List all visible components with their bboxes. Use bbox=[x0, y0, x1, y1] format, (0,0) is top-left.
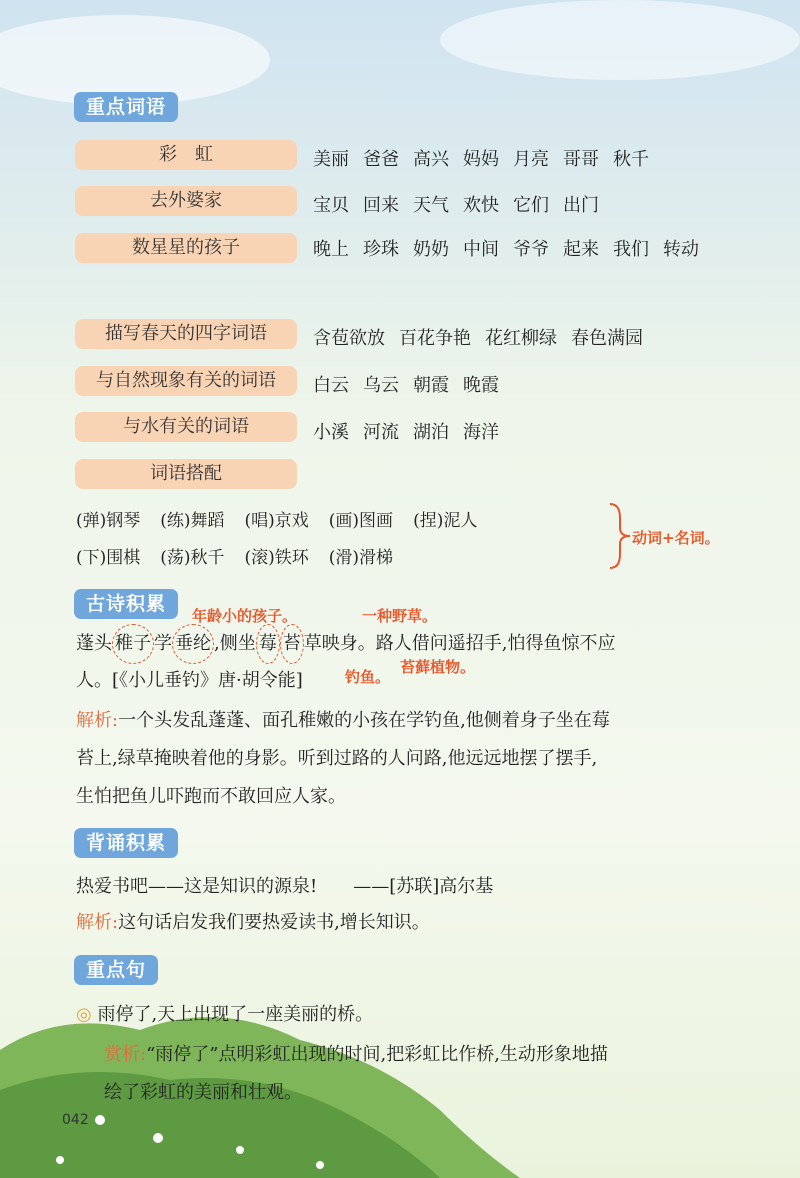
recite-quote: 热爱书吧——这是知识的源泉! ——[苏联]高尔基 bbox=[76, 876, 494, 897]
word: 晚上 bbox=[313, 239, 349, 260]
analysis-text: 这句话启发我们要热爱读书,增长知识。 bbox=[118, 912, 430, 933]
category-grandma-house: 去外婆家 bbox=[75, 186, 297, 216]
analysis-text: 生怕把鱼儿吓跑而不敢回应人家。 bbox=[76, 786, 346, 807]
word: 乌云 bbox=[363, 375, 399, 396]
key-sentence-appreciation bbox=[104, 1036, 754, 1074]
word: 高兴 bbox=[413, 149, 449, 170]
word: 晚霞 bbox=[463, 375, 499, 396]
word: 百花争艳 bbox=[399, 328, 471, 349]
circled-word-mei: 莓 bbox=[256, 624, 280, 664]
word-list-water bbox=[313, 418, 513, 444]
analysis-label: 解析: bbox=[76, 912, 119, 933]
word: 转动 bbox=[663, 239, 699, 260]
collocation: (唱)京戏 bbox=[244, 511, 309, 531]
circled-word-child: 稚子 bbox=[112, 624, 154, 664]
word: 白云 bbox=[313, 375, 349, 396]
word-list-natural-phenomena bbox=[313, 371, 513, 397]
poem-line-2: 人。[《小儿垂钓》唐·胡令能] bbox=[76, 670, 303, 691]
poem-text: 蓬头 bbox=[76, 633, 112, 654]
poem-text: 学 bbox=[154, 633, 172, 654]
word: 河流 bbox=[363, 422, 399, 443]
annotation-moss: 苔藓植物。 bbox=[400, 658, 476, 676]
word: 月亮 bbox=[513, 149, 549, 170]
circled-word-fishing: 垂纶 bbox=[172, 624, 214, 664]
collocation-row-1 bbox=[76, 506, 497, 531]
word: 它们 bbox=[513, 195, 549, 216]
category-collocation: 词语搭配 bbox=[75, 459, 297, 489]
word: 秋千 bbox=[613, 149, 649, 170]
word: 含苞欲放 bbox=[313, 328, 385, 349]
word: 起来 bbox=[563, 239, 599, 260]
collocation: (画)图画 bbox=[328, 511, 394, 531]
collocation: (弹)钢琴 bbox=[76, 511, 141, 531]
word: 小溪 bbox=[313, 422, 349, 443]
sentence-text: 雨停了,天上出现了一座美丽的桥。 bbox=[97, 1004, 374, 1025]
word: 春色满园 bbox=[571, 328, 643, 349]
collocation-row-2 bbox=[76, 543, 413, 568]
word: 朝霞 bbox=[413, 375, 449, 396]
word: 湖泊 bbox=[413, 422, 449, 443]
annotation-grass: 一种野草。 bbox=[362, 607, 438, 625]
page-number: 042 bbox=[62, 1112, 89, 1128]
section-title-key-words: 重点词语 bbox=[74, 92, 178, 122]
category-natural-phenomena: 与自然现象有关的词语 bbox=[75, 366, 297, 396]
collocation: (滚)铁环 bbox=[244, 548, 309, 568]
word: 珍珠 bbox=[363, 239, 399, 260]
section-title-recite: 背诵积累 bbox=[74, 828, 178, 858]
word: 美丽 bbox=[313, 149, 349, 170]
collocation: (练)舞蹈 bbox=[160, 511, 225, 531]
word-list-rainbow bbox=[313, 145, 663, 171]
section-title-poem: 古诗积累 bbox=[74, 589, 178, 619]
category-spring-idioms: 描写春天的四字词语 bbox=[75, 319, 297, 349]
collocation: (捏)泥人 bbox=[413, 511, 478, 531]
poem-text: 草映身。路人借问遥招手,怕得鱼惊不应 bbox=[303, 633, 616, 654]
word: 海洋 bbox=[463, 422, 499, 443]
collocation: (滑)滑梯 bbox=[328, 548, 394, 568]
word: 天气 bbox=[413, 195, 449, 216]
bullet-icon: ◎ bbox=[76, 1004, 92, 1025]
poem-text: ,侧坐 bbox=[214, 633, 256, 654]
word: 中间 bbox=[463, 239, 499, 260]
word: 奶奶 bbox=[413, 239, 449, 260]
word: 宝贝 bbox=[313, 195, 349, 216]
word: 我们 bbox=[613, 239, 649, 260]
recite-analysis bbox=[76, 904, 756, 942]
analysis-text: 一个头发乱蓬蓬、面孔稚嫩的小孩在学钓鱼,他侧着身子坐在莓 bbox=[118, 710, 610, 731]
category-water: 与水有关的词语 bbox=[75, 412, 297, 442]
circled-word-tai: 苔 bbox=[280, 624, 304, 664]
section-title-key-sentence: 重点句 bbox=[74, 955, 158, 985]
word-list-counting-stars bbox=[313, 228, 753, 271]
word: 出门 bbox=[563, 195, 599, 216]
word: 欢快 bbox=[463, 195, 499, 216]
word-list-grandma-house bbox=[313, 191, 613, 217]
key-sentence-appreciation-cont: 绘了彩虹的美丽和壮观。 bbox=[104, 1082, 302, 1103]
collocation: (荡)秋千 bbox=[160, 548, 225, 568]
category-counting-stars: 数星星的孩子 bbox=[75, 233, 297, 263]
appreciation-label: 赏析: bbox=[104, 1044, 147, 1065]
annotation-fish: 钓鱼。 bbox=[345, 668, 391, 686]
annotation-child: 年龄小的孩子。 bbox=[192, 607, 298, 625]
word: 爸爸 bbox=[363, 149, 399, 170]
collocation-note: 动词+名词。 bbox=[632, 529, 720, 547]
poem-analysis bbox=[76, 702, 756, 816]
analysis-text: 苔上,绿草掩映着他的身影。听到过路的人问路,他远远地摆了摆手, bbox=[76, 748, 598, 769]
word: 回来 bbox=[363, 195, 399, 216]
category-rainbow: 彩 虹 bbox=[75, 140, 297, 170]
key-sentence bbox=[76, 996, 756, 1034]
analysis-label: 解析: bbox=[76, 710, 119, 731]
word: 妈妈 bbox=[463, 149, 499, 170]
word: 爷爷 bbox=[513, 239, 549, 260]
appreciation-text: “雨停了”点明彩虹出现的时间,把彩虹比作桥,生动形象地描 bbox=[146, 1044, 608, 1065]
word-list-spring-idioms bbox=[313, 324, 657, 350]
word: 哥哥 bbox=[563, 149, 599, 170]
collocation: (下)围棋 bbox=[76, 548, 141, 568]
word: 花红柳绿 bbox=[485, 328, 557, 349]
